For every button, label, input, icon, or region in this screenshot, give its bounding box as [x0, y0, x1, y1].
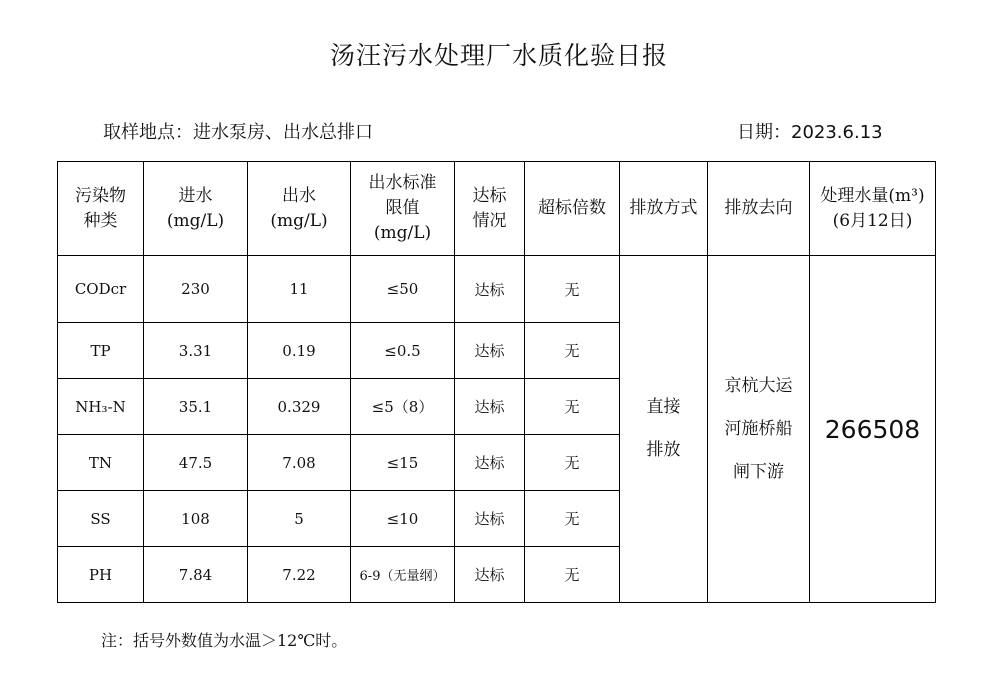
cell-compliance: 达标	[455, 547, 525, 603]
cell-compliance: 达标	[455, 435, 525, 491]
cell-limit: 6-9（无量纲）	[351, 547, 455, 603]
cell-pollutant: CODcr	[58, 256, 144, 323]
cell-outflow: 0.19	[248, 323, 351, 379]
header-volume: 处理水量(m³)(6月12日)	[810, 162, 936, 256]
cell-outflow: 7.08	[248, 435, 351, 491]
report-date: 日期：2023.6.13	[737, 122, 883, 143]
header-exceed: 超标倍数	[525, 162, 620, 256]
water-quality-table	[57, 161, 936, 603]
cell-outflow: 11	[248, 256, 351, 323]
header-method: 排放方式	[620, 162, 708, 256]
cell-treated-volume: 266508	[810, 256, 936, 603]
cell-outflow: 5	[248, 491, 351, 547]
cell-exceed: 无	[525, 435, 620, 491]
cell-inflow: 3.31	[144, 323, 248, 379]
header-inflow: 进水(mg/L)	[144, 162, 248, 256]
sampling-location: 取样地点：进水泵房、出水总排口	[103, 122, 373, 143]
cell-discharge-destination: 京杭大运河施桥船闸下游	[708, 256, 810, 603]
cell-limit: ≤5（8）	[351, 379, 455, 435]
table-row	[58, 256, 936, 323]
header-pollutant: 污染物种类	[58, 162, 144, 256]
cell-exceed: 无	[525, 256, 620, 323]
cell-inflow: 230	[144, 256, 248, 323]
cell-limit: ≤50	[351, 256, 455, 323]
footnote: 注：括号外数值为水温＞12℃时。	[101, 631, 348, 650]
cell-compliance: 达标	[455, 323, 525, 379]
cell-pollutant: TN	[58, 435, 144, 491]
cell-limit: ≤10	[351, 491, 455, 547]
cell-outflow: 7.22	[248, 547, 351, 603]
cell-pollutant: PH	[58, 547, 144, 603]
header-compliance: 达标情况	[455, 162, 525, 256]
cell-pollutant: SS	[58, 491, 144, 547]
cell-compliance: 达标	[455, 256, 525, 323]
cell-inflow: 7.84	[144, 547, 248, 603]
header-limit: 出水标准限值(mg/L)	[351, 162, 455, 256]
table-header-row	[58, 162, 936, 256]
cell-compliance: 达标	[455, 491, 525, 547]
cell-pollutant: TP	[58, 323, 144, 379]
cell-limit: ≤0.5	[351, 323, 455, 379]
cell-pollutant: NH₃-N	[58, 379, 144, 435]
report-title: 汤汪污水处理厂水质化验日报	[329, 41, 668, 70]
cell-compliance: 达标	[455, 379, 525, 435]
cell-discharge-method: 直接排放	[620, 256, 708, 603]
cell-exceed: 无	[525, 379, 620, 435]
cell-exceed: 无	[525, 323, 620, 379]
cell-limit: ≤15	[351, 435, 455, 491]
header-destination: 排放去向	[708, 162, 810, 256]
cell-exceed: 无	[525, 547, 620, 603]
cell-inflow: 108	[144, 491, 248, 547]
header-outflow: 出水(mg/L)	[248, 162, 351, 256]
cell-exceed: 无	[525, 491, 620, 547]
cell-outflow: 0.329	[248, 379, 351, 435]
cell-inflow: 47.5	[144, 435, 248, 491]
cell-inflow: 35.1	[144, 379, 248, 435]
